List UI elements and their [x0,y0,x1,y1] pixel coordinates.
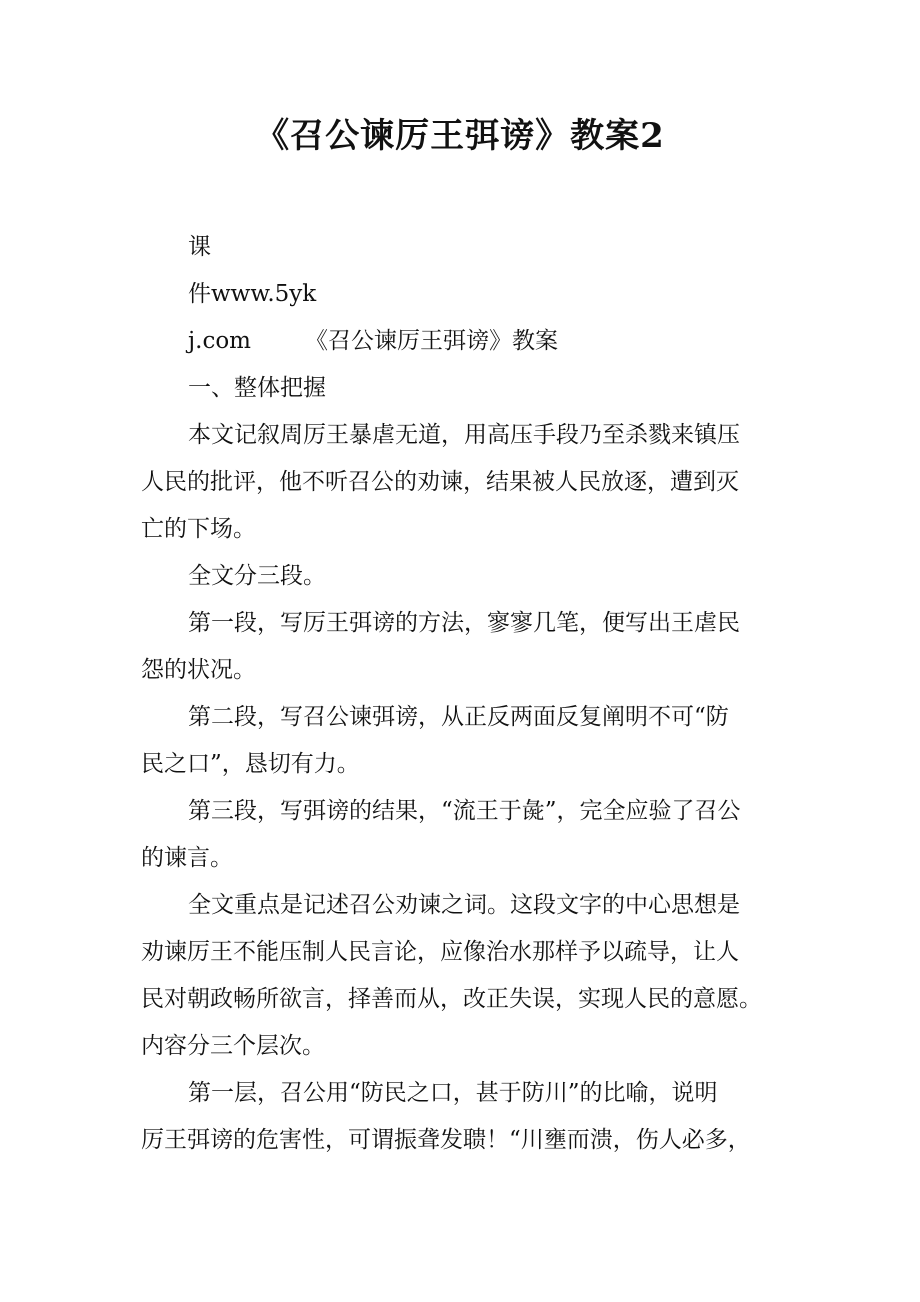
text-line: 第二段，写召公谏弭谤，从正反两面反复阐明不可“防 [188,704,729,730]
text-line: 第三段，写弭谤的结果，“流王于彘”，完全应验了召公 [188,798,741,824]
document-title: 《召公谏厉王弭谤》教案2 [255,116,665,156]
text-line: 民对朝政畅所欲言，择善而从，改正失误，实现人民的意愿。 [141,986,762,1012]
text-fragment: j.com [188,328,251,354]
text-line: 本文记叙周厉王暴虐无道，用高压手段乃至杀戮来镇压 [188,422,740,448]
text-line: 全文分三段。 [188,563,326,589]
document-body [141,224,786,1164]
section-heading: 一、整体把握 [188,375,326,401]
text-line: 的谏言。 [141,845,233,871]
text-line: 第一段，写厉王弭谤的方法，寥寥几笔，便写出王虐民 [188,610,740,636]
text-line: 全文重点是记述召公劝谏之词。这段文字的中心思想是 [188,892,740,918]
text-line: 民之口”，恳切有力。 [141,751,360,777]
text-line: 件www.5yk [188,281,317,307]
text-fragment: 《召公谏厉王弭谤》教案 [304,328,558,354]
text-line: 人民的批评，他不听召公的劝谏，结果被人民放逐，遭到灭 [141,469,739,495]
text-line: 劝谏厉王不能压制人民言论，应像治水那样予以疏导，让人 [141,939,739,965]
text-line: 怨的状况。 [141,657,256,683]
text-line: 厉王弭谤的危害性，可谓振聋发聩！“川壅而溃，伤人必多， [141,1127,751,1153]
text-line: 第一层，召公用“防民之口，甚于防川”的比喻，说明 [188,1080,718,1106]
text-line: 内容分三个层次。 [141,1033,325,1059]
text-line: 课 [188,234,211,260]
text-line [141,318,786,365]
text-line: 亡的下场。 [141,516,256,542]
